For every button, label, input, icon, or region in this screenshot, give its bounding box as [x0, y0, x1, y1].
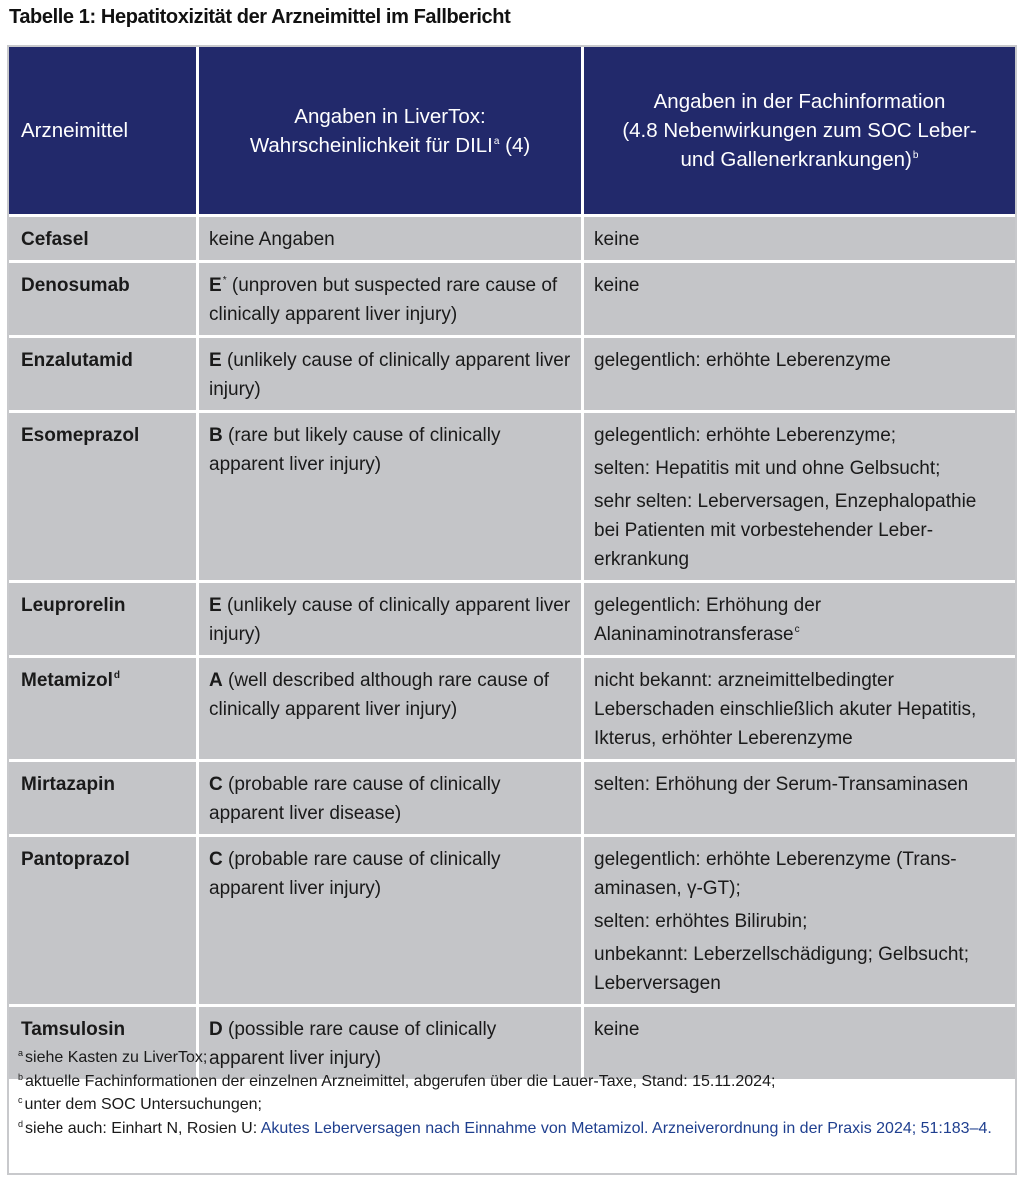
fachinfo-text: selten: Hepatitis mit und ohne Gelbsucht;: [594, 458, 941, 479]
drug-name-cell: [9, 834, 196, 1004]
drug-name-cell: [9, 410, 196, 580]
fachinfo-text: gelegentlich: erhöhte Leberenzyme (Trans-aminasen, γ-GT);: [594, 849, 957, 899]
livertox-grade: D: [209, 1019, 223, 1040]
table-row: [9, 260, 1015, 335]
drug-name: Denosumab: [21, 275, 130, 296]
drug-name: Tamsulosin: [21, 1019, 126, 1040]
fachinfo-text: nicht bekannt: arzneimittelbedingter Leberschaden einschließlich akuter Hepatitis, Ikterus, erhöhter Leberenzyme: [594, 670, 977, 749]
table-row: [9, 410, 1015, 580]
drug-name-cell: [9, 260, 196, 335]
livertox-cell: [196, 335, 581, 410]
table-row: [9, 655, 1015, 759]
livertox-description: (unlikely cause of clinically apparent liver injury): [209, 350, 571, 400]
table-row: [9, 834, 1015, 1004]
footnote-mark: a: [18, 1048, 24, 1058]
header-livertox: [196, 47, 581, 217]
fachinfo-text: gelegentlich: erhöhte Leberenzyme;: [594, 425, 897, 446]
livertox-description: (probable rare cause of clinically apparent liver injury): [209, 849, 501, 899]
drug-name: Pantoprazol: [21, 849, 130, 870]
livertox-description: keine Angaben: [209, 229, 335, 250]
fachinfo-text: keine: [594, 275, 640, 296]
livertox-grade: B: [209, 425, 223, 446]
fachinfo-text: keine: [594, 229, 640, 250]
livertox-description: (well described although rare cause of clinically apparent liver injury): [209, 670, 550, 720]
fachinfo-text: selten: Erhöhung der Serum-Transaminasen: [594, 774, 969, 795]
drug-name: Cefasel: [21, 229, 89, 250]
header-col2-line2: Wahrscheinlichkeit für DILI: [249, 133, 493, 157]
livertox-grade: E: [209, 595, 222, 616]
fachinfo-paragraph: [594, 907, 1005, 936]
fachinfo-paragraph: [594, 487, 1005, 574]
footnote-mark: d: [18, 1118, 24, 1129]
livertox-description: (rare but likely cause of clinically apparent liver injury): [209, 425, 501, 475]
fachinfo-footnote-mark: c: [794, 624, 800, 635]
footnote-mark: c: [18, 1095, 23, 1105]
livertox-cell: [196, 260, 581, 335]
livertox-cell: [196, 217, 581, 260]
drug-name: Mirtazapin: [21, 774, 115, 795]
fachinfo-cell: [581, 834, 1015, 1004]
fachinfo-cell: [581, 580, 1015, 655]
drug-footnote-mark: d: [113, 670, 120, 681]
header-col2-line1: Angaben in LiverTox:: [294, 104, 486, 128]
footnote-item: [18, 1070, 1008, 1094]
drug-name-cell: [9, 759, 196, 834]
fachinfo-text: selten: erhöhtes Bilirubin;: [594, 911, 808, 932]
livertox-description: (unlikely cause of clinically apparent liver injury): [209, 595, 571, 645]
drug-name: Leuprorelin: [21, 595, 126, 616]
livertox-cell: [196, 759, 581, 834]
fachinfo-paragraph: [594, 421, 1005, 450]
livertox-cell: [196, 580, 581, 655]
livertox-description: (possible rare cause of clinically apparent liver injury): [209, 1019, 497, 1069]
fachinfo-cell: [581, 335, 1015, 410]
header-col3-line2: (4.8 Nebenwirkungen zum SOC Leber-: [622, 119, 977, 142]
footnote-item: [18, 1046, 1008, 1070]
fachinfo-text: unbekannt: Leberzellschädigung; Gelbsucht; Leberversagen: [594, 944, 969, 994]
livertox-description: (probable rare cause of clinically apparent liver disease): [209, 774, 501, 824]
livertox-cell: [196, 655, 581, 759]
livertox-cell: [196, 410, 581, 580]
footnote-reference-link[interactable]: Akutes Leberversagen nach Einnahme von Metamizol. Arzneiverordnung in der Praxis 2024; 51:183–4.: [260, 1119, 992, 1137]
drug-name-cell: [9, 580, 196, 655]
table-body: [9, 217, 1015, 1079]
footnote-text: aktuelle Fachinformationen der einzelnen Arzneimittel, abgerufen über die Lauer-Taxe, Stand: 15.11.2024;: [25, 1072, 776, 1090]
footnote-text: unter dem SOC Untersuchungen;: [24, 1096, 262, 1113]
fachinfo-cell: [581, 410, 1015, 580]
header-arzneimittel: [9, 47, 196, 217]
table-row: [9, 759, 1015, 834]
livertox-description: (unproven but suspected rare cause of clinically apparent liver injury): [209, 275, 558, 325]
fachinfo-cell: [581, 759, 1015, 834]
drug-name-cell: [9, 335, 196, 410]
footnote-text: siehe Kasten zu LiverTox;: [25, 1049, 208, 1066]
drug-name: Enzalutamid: [21, 350, 133, 371]
fachinfo-paragraph: [594, 1015, 1005, 1044]
header-col1-text: Arzneimittel: [21, 119, 129, 142]
fachinfo-paragraph: [594, 591, 1005, 649]
drug-name: Metamizol: [21, 670, 113, 691]
fachinfo-text: gelegentlich: erhöhte Leberenzyme: [594, 350, 891, 371]
livertox-grade: A: [209, 670, 223, 691]
table-header-row: [9, 47, 1015, 217]
header-fachinformation: [581, 47, 1015, 217]
fachinfo-paragraph: [594, 770, 1005, 799]
footnote-mark: b: [18, 1071, 24, 1082]
table-row: [9, 335, 1015, 410]
footnote-item: [18, 1117, 1008, 1141]
drug-name-cell: [9, 655, 196, 759]
fachinfo-paragraph: [594, 666, 1005, 753]
table-footnotes: [18, 1046, 1008, 1140]
fachinfo-paragraph: [594, 845, 1005, 903]
grade-footnote-mark: *: [222, 275, 227, 286]
header-col3-line3: und Gallenerkrankungen): [680, 148, 912, 171]
livertox-grade: C: [209, 849, 223, 870]
livertox-cell: [196, 834, 581, 1004]
header-col3-line1: Angaben in der Fachinformation: [653, 90, 946, 113]
footnote-text: siehe auch: Einhart N, Rosien U:: [25, 1119, 261, 1137]
fachinfo-text: keine: [594, 1019, 640, 1040]
table-title: Tabelle 1: Hepatitoxizität der Arzneimittel im Fallbericht: [9, 6, 511, 28]
fachinfo-cell: [581, 655, 1015, 759]
fachinfo-cell: [581, 217, 1015, 260]
fachinfo-paragraph: [594, 346, 1005, 375]
fachinfo-paragraph: [594, 225, 1005, 254]
drug-name-cell: [9, 217, 196, 260]
fachinfo-paragraph: [594, 271, 1005, 300]
header-col2-footnote-mark: a: [493, 135, 500, 147]
header-col3-footnote-mark: b: [912, 150, 919, 161]
fachinfo-text: sehr selten: Leberversagen, Enzephalopathie bei Patienten mit vorbestehender Leber-erkrankung: [594, 491, 977, 570]
fachinfo-cell: [581, 260, 1015, 335]
fachinfo-paragraph: [594, 454, 1005, 483]
table-row: [9, 217, 1015, 260]
footnote-item: [18, 1093, 1008, 1117]
header-col2-ref: (4): [499, 133, 531, 157]
livertox-grade: E: [209, 350, 222, 371]
table-row: [9, 580, 1015, 655]
hepatotoxicity-table: [9, 47, 1015, 1079]
livertox-grade: E: [209, 275, 222, 296]
livertox-grade: C: [209, 774, 223, 795]
fachinfo-text: gelegentlich: Erhöhung der Alaninaminotransferase: [594, 595, 822, 645]
fachinfo-paragraph: [594, 940, 1005, 998]
drug-name: Esomeprazol: [21, 425, 140, 446]
